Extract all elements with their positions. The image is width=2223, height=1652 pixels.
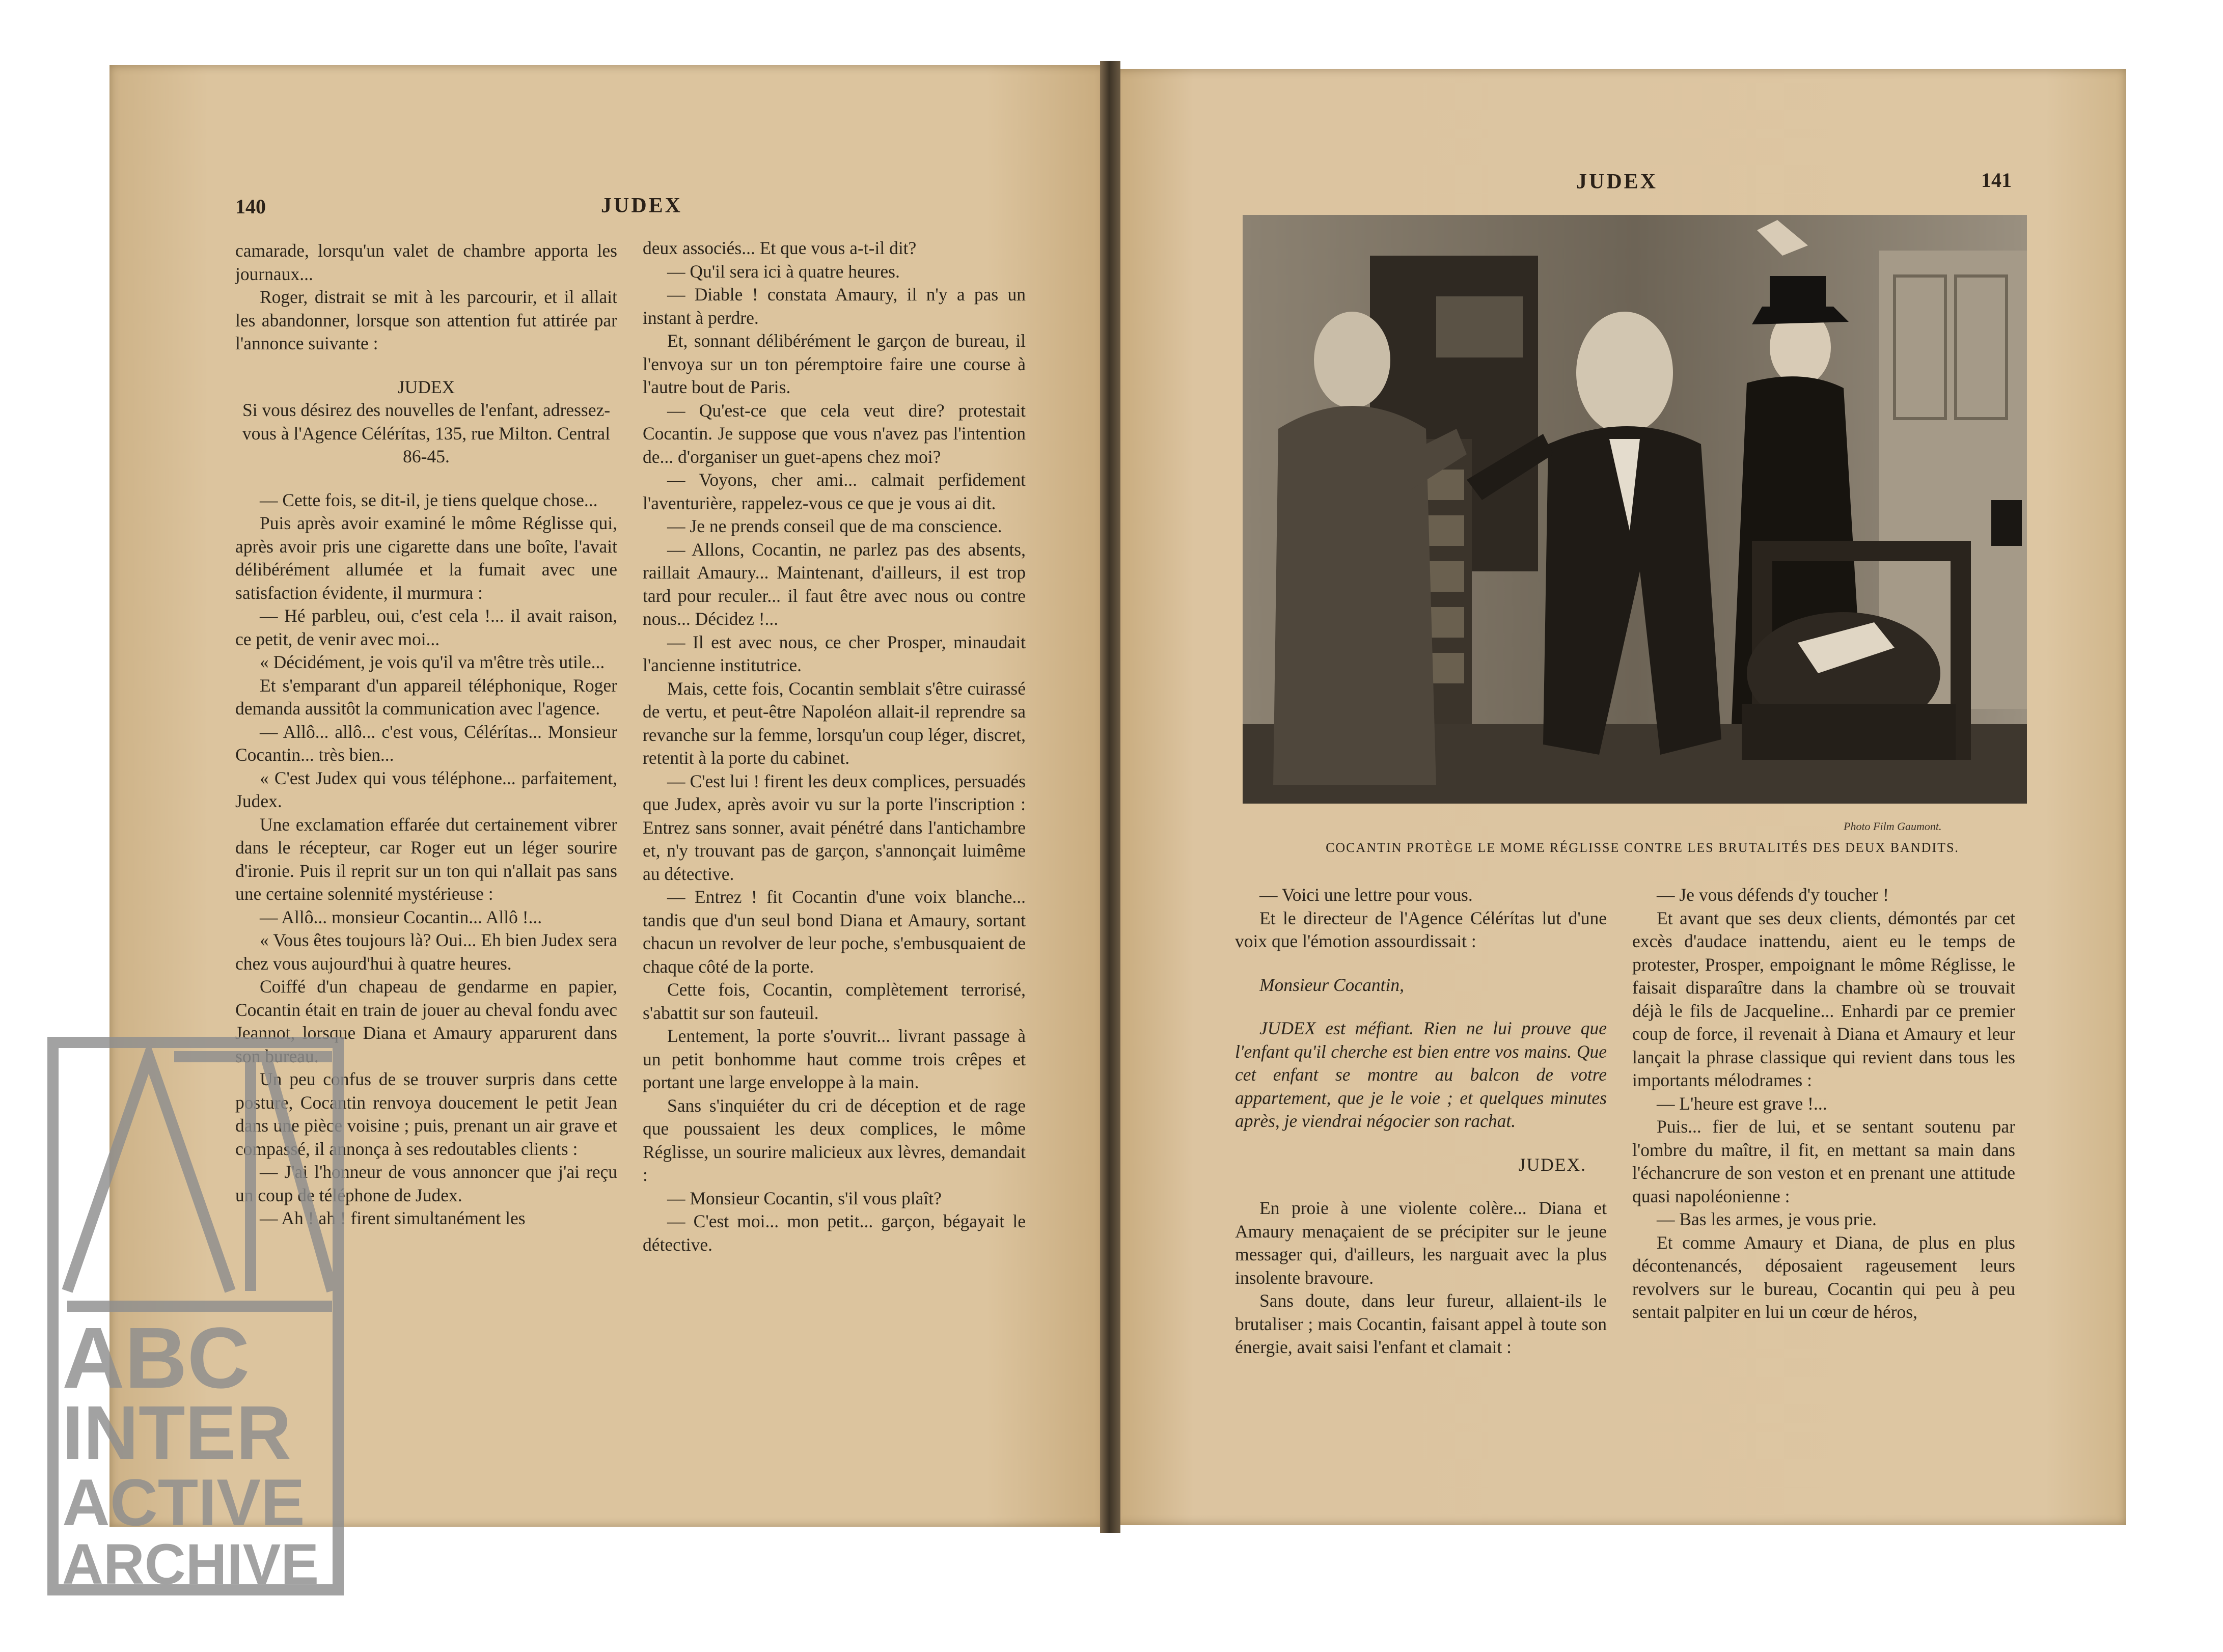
paragraph: — Monsieur Cocantin, s'il vous plaît? <box>667 1188 942 1208</box>
paragraph: Et, sonnant délibérément le garçon de bureau, il l'envoya sur un ton péremptoire faire une course à l'autre bout de Paris. <box>643 331 1026 397</box>
paragraph: — Qu'il sera ici à quatre heures. <box>667 261 900 282</box>
paragraph: — Cette fois, se dit-il, je tiens quelque chose... <box>260 489 598 510</box>
right-column-2 <box>1632 884 2015 1324</box>
paragraph: « Vous êtes toujours là? Oui... Eh bien Judex sera chez vous aujourd'hui à quatre heures. <box>235 930 617 974</box>
book-gutter <box>1100 61 1120 1533</box>
right-column-1 <box>1235 884 1607 1359</box>
watermark-line-archive: ARCHIVE <box>62 1532 319 1596</box>
left-column-2 <box>643 237 1026 1256</box>
paragraph: JUDEX. <box>1518 1154 1586 1175</box>
paragraph: — J'ai l'honneur de vous annoncer que j'ai reçu un coup de téléphone de Judex. <box>235 1162 617 1205</box>
paragraph: Et s'emparant d'un appareil téléphonique, Roger demanda aussitôt la communication avec l'agence. <box>235 675 617 719</box>
watermark-line-active: ACTIVE <box>62 1465 305 1539</box>
paragraph: Un peu confus de se trouver surpris dans cette posture, Cocantin renvoya doucement le petit Jean dans une pièce voisine ; puis, prenant un air grave et compassé, il annonça à ses redoutables clients : <box>235 1069 617 1159</box>
paragraph: Sans s'inquiéter du cri de déception et de rage que poussaient les deux complices, le môme Réglisse, un sourire malicieux aux lèvres, demandait : <box>643 1095 1026 1185</box>
spacer <box>235 355 617 376</box>
photo-caption: COCANTIN PROTÈGE LE MOME RÉGLISSE CONTRE LES BRUTALITÉS DES DEUX BANDITS. <box>1326 840 1959 855</box>
spacer <box>1235 1133 1607 1153</box>
paragraph: Roger, distrait se mit à les parcourir, et il allait les abandonner, lorsque son attention fut attirée par l'annonce suivante : <box>235 287 617 353</box>
paragraph: — Diable ! constata Amaury, il n'y a pas un instant à perdre. <box>643 284 1026 328</box>
watermark-line-abc: ABC <box>62 1310 250 1407</box>
watermark-line-inter: INTER <box>62 1390 291 1475</box>
paragraph: deux associés... Et que vous a-t-il dit? <box>643 238 917 258</box>
paragraph: — Je vous défends d'y toucher ! <box>1657 885 1889 905</box>
paragraph: Sans doute, dans leur fureur, allaient-ils le brutaliser ; mais Cocantin, faisant appel à toute son énergie, avait saisi l'enfant et clamait : <box>1235 1290 1607 1357</box>
paragraph: JUDEX <box>397 376 455 397</box>
paragraph: Et le directeur de l'Agence Célérítas lut d'une voix que l'émotion assourdissait : <box>1235 907 1607 951</box>
paragraph: — Allons, Cocantin, ne parlez pas des absents, raillait Amaury... Maintenant, d'ailleurs, il est trop tard pour reculer... il faut être avec nous ou contre nous... Décidez !... <box>643 539 1026 629</box>
paragraph: — Bas les armes, je vous prie. <box>1657 1209 1877 1229</box>
photo-credit: Photo Film Gaumont. <box>1844 820 1942 833</box>
film-still-illustration <box>1243 215 2027 804</box>
paragraph: — L'heure est grave !... <box>1657 1093 1827 1114</box>
paragraph: Si vous désirez des nouvelles de l'enfant, adressez-vous à l'Agence Célérítas, 135, rue Milton. Central 86-45. <box>242 400 611 466</box>
spacer <box>1235 997 1607 1017</box>
paragraph: — Je ne prends conseil que de ma conscience. <box>667 516 1002 536</box>
paragraph: Une exclamation effarée dut certainement vibrer dans le récepteur, car Roger eut un léger sourire d'ironie. Puis il reprit sur un ton qui n'allait pas sans une certaine solennité mystérieuse : <box>235 814 617 904</box>
archive-watermark-logo <box>47 1036 345 1596</box>
page-number-right: 141 <box>1981 169 2012 191</box>
paragraph: — Hé parbleu, oui, c'est cela !... il avait raison, ce petit, de venir avec moi... <box>235 605 617 649</box>
paragraph: — Voici une lettre pour vous. <box>1259 885 1473 905</box>
page-number-left: 140 <box>235 195 266 218</box>
paragraph: Puis... fier de lui, et se sentant soutenu par l'ombre du maître, il fit, en mettant sa main dans l'échancrure de son veston et en prenant une attitude quasi napoléonienne : <box>1632 1116 2015 1206</box>
paragraph: En proie à une violente colère... Diana et Amaury menaçaient de se précipiter sur le jeune messager qui, d'ailleurs, les narguait avec la plus insolente bravoure. <box>1235 1198 1607 1288</box>
paragraph: Mais, cette fois, Cocantin semblait s'être cuirassé de vertu, et peut-être Napoléon allait-il reprendre sa revanche sur la femme, lorsqu'un coup léger, discret, retentit à la porte du cabinet. <box>643 678 1026 768</box>
spacer <box>235 469 617 489</box>
running-head-left: JUDEX <box>601 194 683 217</box>
paragraph: — Allô... allô... c'est vous, Célérítas... Monsieur Cocantin... très bien... <box>235 721 617 765</box>
paragraph: — Voyons, cher ami... calmait perfidement l'aventurière, rappelez-vous ce que je vous ai dit. <box>643 470 1026 513</box>
paragraph: Lentement, la porte s'ouvrit... livrant passage à un petit bonhomme haut comme trois crêpes et portant une large enveloppe à la main. <box>643 1026 1026 1092</box>
spacer <box>1235 1176 1607 1197</box>
paragraph: — Ah ! ah ! firent simultanément les <box>260 1208 526 1228</box>
paragraph: « C'est Judex qui vous téléphone... parfaitement, Judex. <box>235 767 617 811</box>
paragraph: Et avant que ses deux clients, démontés par cet excès d'audace inattendu, aient eu le temps de protester, Prosper, empoignant le môme Réglisse, le faisait disparaître dans la chambre où se trouvait déjà le fils de Jacqueline... Enhardi par ce premier coup de force, il revenait à Diana et Amaury et leur lançait la phrase classique qui revient dans tous les importants mélodrames : <box>1632 907 2015 1090</box>
spacer <box>1235 953 1607 974</box>
paragraph: JUDEX est méfiant. Rien ne lui prouve que l'enfant qu'il cherche est bien entre vos mains. Que cet enfant se montre au balcon de votre appartement, que je le voie ; et quelques minutes après, je viendrai négocier son rachat. <box>1235 1018 1607 1131</box>
paragraph: Cette fois, Cocantin, complètement terrorisé, s'abattit sur son fauteuil. <box>643 979 1026 1023</box>
paragraph: — Il est avec nous, ce cher Prosper, minaudait l'ancienne institutrice. <box>643 631 1026 675</box>
paragraph: — Allô... monsieur Cocantin... Allô !... <box>260 906 542 927</box>
paragraph: Et comme Amaury et Diana, de plus en plus décontenancés, déposaient rageusement leurs revolvers sur le bureau, Cocantin qui peu à peu sentait palpiter en lui un cœur de héros, <box>1632 1232 2015 1322</box>
running-head-right: JUDEX <box>1576 170 1658 194</box>
paragraph: Coiffé d'un chapeau de gendarme en papier, Cocantin était en train de jouer au cheval fondu avec Jeannot, lorsque Diana et Amaury apparurent dans son bureau. <box>235 976 617 1066</box>
paragraph: Monsieur Cocantin, <box>1259 974 1404 995</box>
paragraph: — C'est lui ! firent les deux complices, persuadés que Judex, après avoir vu sur la porte l'inscription : Entrez sans sonner, avait pénétré dans l'antichambre et, n'y trouvant pas de garçon, s'annonçait luimême au détective. <box>643 770 1026 884</box>
paragraph: camarade, lorsqu'un valet de chambre apporta les journaux... <box>235 240 617 284</box>
paragraph: — C'est moi... mon petit... garçon, bégayait le détective. <box>643 1211 1026 1255</box>
paragraph: Puis après avoir examiné le môme Réglisse qui, après avoir pris une cigarette dans une boîte, l'avait délibérément allumée et la fumait avec une satisfaction évidente, il murmura : <box>235 513 617 603</box>
paragraph: « Décidément, je vois qu'il va m'être très utile... <box>260 652 605 672</box>
film-still-photo <box>1243 215 2027 804</box>
paragraph: — Entrez ! fit Cocantin d'une voix blanche... tandis que d'un seul bond Diana et Amaury, sortant chacun un revolver de leur poche, s'embusquaient de chaque côté de la porte. <box>643 887 1026 977</box>
paragraph: — Qu'est-ce que cela veut dire? protestait Cocantin. Je suppose que vous n'avez pas l'intention de... d'organiser un guet-apens chez moi? <box>643 400 1026 467</box>
